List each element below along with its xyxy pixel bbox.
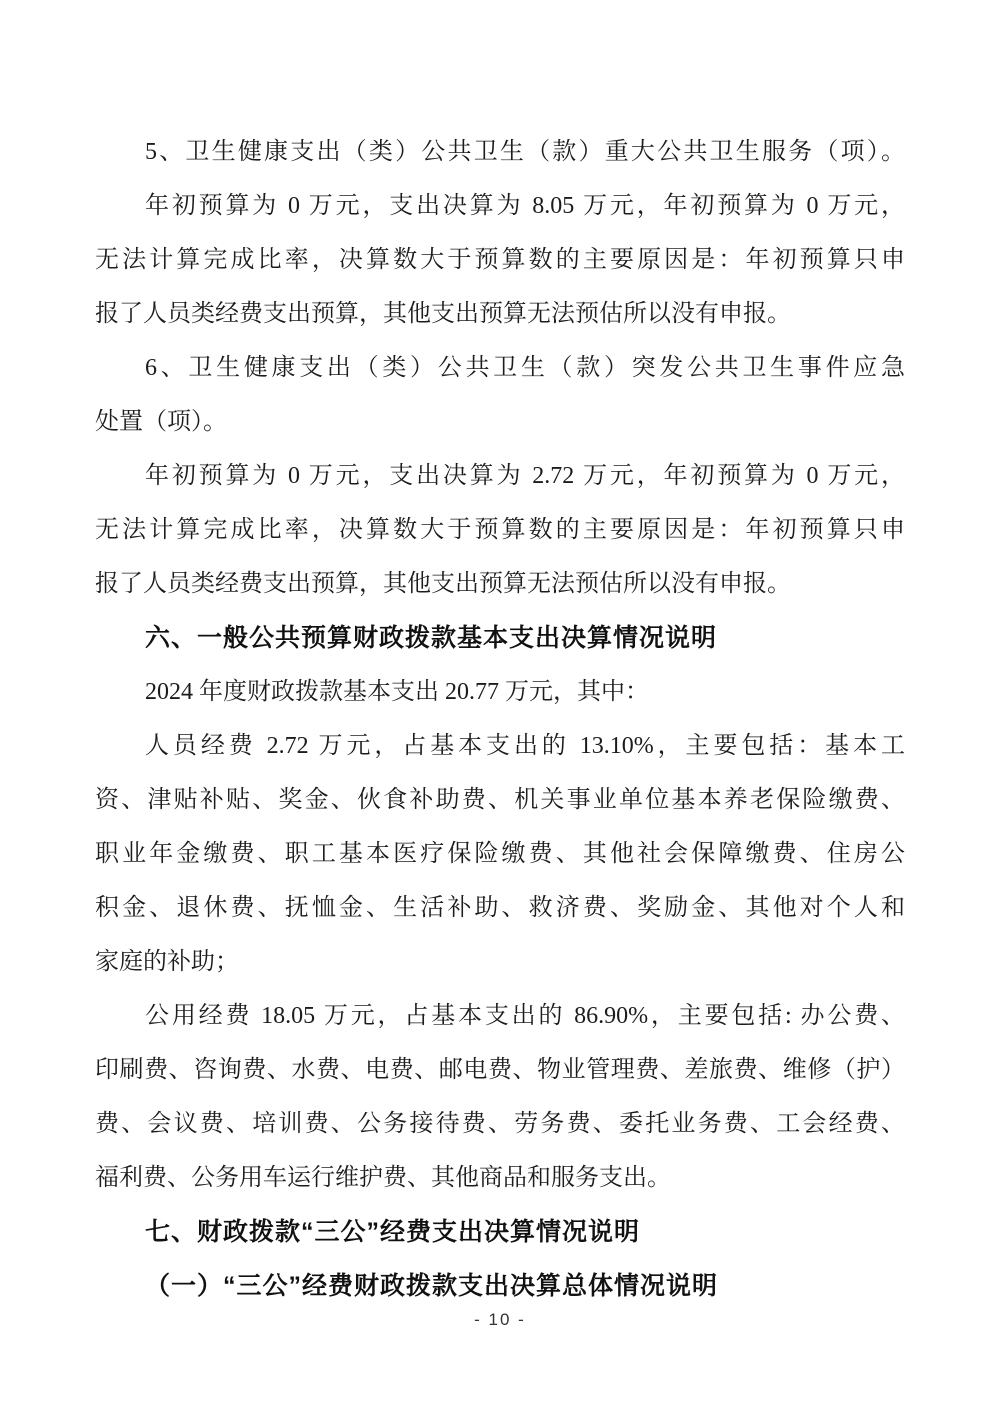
text-line: 印刷费、咨询费、水费、电费、邮电费、物业管理费、差旅费、维修（护）: [95, 1057, 905, 1083]
text-line: 6、卫生健康支出（类）公共卫生（款）突发公共卫生事件应急: [145, 355, 905, 381]
section-heading: 七、财政拨款“三公”经费支出决算情况说明: [145, 1218, 641, 1246]
text-line: 公用经费 18.05 万元，占基本支出的 86.90%，主要包括: 办公费、: [145, 1003, 905, 1029]
text-line: 处置（项）。: [95, 409, 227, 435]
text-line: 积金、退休费、抚恤金、生活补助、救济费、奖励金、其他对个人和: [95, 895, 905, 921]
text-line: 报了人员类经费支出预算，其他支出预算无法预估所以没有申报。: [95, 571, 791, 597]
text-line: 年初预算为 0 万元，支出决算为 8.05 万元，年初预算为 0 万元，: [145, 193, 905, 219]
text-line: 福利费、公务用车运行维护费、其他商品和服务支出。: [95, 1165, 671, 1191]
document-body: [95, 125, 905, 1313]
section-heading: （一）“三公”经费财政拨款支出决算总体情况说明: [145, 1272, 719, 1300]
text-line: 费、会议费、培训费、公务接待费、劳务费、委托业务费、工会经费、: [95, 1111, 905, 1137]
text-line: 年初预算为 0 万元，支出决算为 2.72 万元，年初预算为 0 万元，: [145, 463, 905, 489]
text-line: 无法计算完成比率，决算数大于预算数的主要原因是：年初预算只申: [95, 517, 905, 543]
section-heading: 六、一般公共预算财政拨款基本支出决算情况说明: [145, 624, 718, 652]
text-line: 人员经费 2.72 万元，占基本支出的 13.10%，主要包括：基本工: [145, 733, 905, 759]
page-number: - 10 -: [474, 1310, 526, 1329]
text-line: 无法计算完成比率，决算数大于预算数的主要原因是：年初预算只申: [95, 247, 905, 273]
text-line: 资、津贴补贴、奖金、伙食补助费、机关事业单位基本养老保险缴费、: [95, 787, 905, 813]
text-line: 职业年金缴费、职工基本医疗保险缴费、其他社会保障缴费、住房公: [95, 841, 905, 867]
text-line: 报了人员类经费支出预算，其他支出预算无法预估所以没有申报。: [95, 301, 791, 327]
text-line: 5、卫生健康支出（类）公共卫生（款）重大公共卫生服务（项）。: [145, 139, 905, 165]
text-line: 2024 年度财政拨款基本支出 20.77 万元，其中：: [145, 679, 649, 705]
text-line: 家庭的补助；: [95, 949, 239, 975]
